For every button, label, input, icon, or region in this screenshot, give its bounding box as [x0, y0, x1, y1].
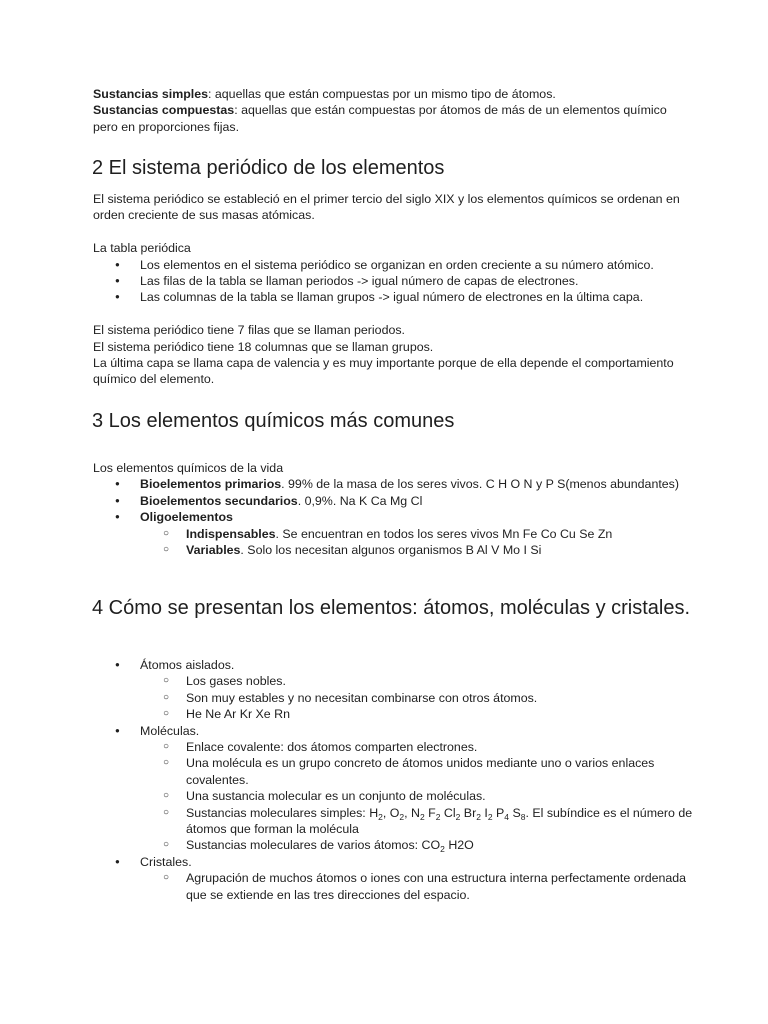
list-item	[93, 542, 703, 558]
indispensable-label: Indispensables	[186, 526, 276, 541]
list-item	[93, 493, 703, 509]
list-item	[93, 854, 703, 903]
list-item	[93, 723, 703, 854]
list-item	[93, 805, 703, 838]
crystals-label: Cristales.	[140, 854, 192, 869]
life-elements-list	[93, 476, 703, 558]
list-item: ○ Una molécula es un grupo concreto de átomos unidos mediante uno o varios enlaces covalentes.	[93, 755, 703, 788]
oligoelements-sublist	[140, 526, 703, 559]
isolated-atoms-label: Átomos aislados.	[140, 658, 235, 672]
section-2-heading: 2 El sistema periódico de los elementos	[92, 157, 445, 179]
list-item	[93, 526, 703, 542]
molecules-label: Moléculas.	[140, 723, 200, 738]
list-item: ○ Agrupación de muchos átomos o iones con una estructura interna perfectamente ordenada que se extiende en las tres direcciones del espacio.	[93, 870, 703, 903]
simple-molecular-suffix: . El subíndice es el número de átomos que forman la molécula	[186, 805, 693, 837]
primary-bioelements-label: Bioelementos primarios	[140, 477, 282, 492]
list-item: ○ Una sustancia molecular es un conjunto de moléculas.	[93, 788, 703, 804]
secondary-bioelements-text: . 0,9%. Na K Ca Mg Cl	[297, 493, 423, 508]
list-item	[93, 476, 703, 492]
section-2-paragraph: El sistema periódico se estableció en el primer tercio del siglo XIX y los elementos químicos se ordenan en orden creciente de sus masas atómicas.	[93, 192, 680, 223]
section-4-heading: 4 Cómo se presentan los elementos: átomos, moléculas y cristales.	[92, 597, 691, 619]
variables-label: Variables	[186, 543, 241, 558]
valence-line: La última capa se llama capa de valencia y es muy importante porque de ella depende el comportamiento químico del elemento.	[93, 356, 674, 387]
simple-substances-term: Sustancias simples	[93, 87, 209, 101]
compound-substances-term: Sustancias compuestas	[93, 103, 235, 118]
primary-bioelements-text: . 99% de la masa de los seres vivos. C H O N y P S(menos abundantes)	[281, 477, 679, 492]
section-2-body	[93, 191, 703, 388]
groups-line: El sistema periódico tiene 18 columnas que se llaman grupos.	[93, 339, 434, 354]
variables-text: . Solo los necesitan algunos organismos B Al V Mo I Si	[240, 543, 542, 558]
list-item	[93, 837, 703, 853]
list-item: ● Los elementos en el sistema periódico se organizan en orden creciente a su número atómico.	[93, 257, 703, 273]
list-item: ● Las filas de la tabla se llaman periodos -> igual número de capas de electrones.	[93, 273, 703, 289]
section-3-body	[93, 460, 703, 558]
list-item	[93, 657, 703, 723]
list-item: ○ He Ne Ar Kr Xe Rn	[93, 706, 703, 722]
periodic-table-title: La tabla periódica	[93, 241, 191, 256]
h2o-formula: H2O	[448, 838, 474, 853]
intro-block	[93, 86, 693, 135]
molecules-sublist	[140, 739, 703, 854]
periods-line: El sistema periódico tiene 7 filas que se llaman periodos.	[93, 323, 405, 338]
co2-formula: $CO_2$	[421, 838, 445, 855]
simple-molecular-formulas: $H_2$, $O_2$, $N_2$ $F_2$ $Cl_2$ $Br_2$ $I_2$ $P_4$ $S_8$	[369, 805, 526, 822]
life-elements-title: Los elementos químicos de la vida	[93, 461, 284, 475]
list-item: ○ Son muy estables y no necesitan combinarse con otros átomos.	[93, 690, 703, 706]
section-3-heading: 3 Los elementos químicos más comunes	[92, 410, 455, 432]
crystals-sublist	[140, 870, 703, 903]
list-item: ○ Los gases nobles.	[93, 673, 703, 689]
list-item: ○ Enlace covalente: dos átomos comparten electrones.	[93, 739, 703, 755]
indispensable-text: . Se encuentran en todos los seres vivos Mn Fe Co Cu Se Zn	[275, 526, 613, 541]
isolated-atoms-sublist	[140, 673, 703, 722]
oligoelements-label: Oligoelementos	[140, 510, 233, 525]
simple-substances-definition	[93, 86, 693, 102]
list-item	[93, 509, 703, 558]
secondary-bioelements-label: Bioelementos secundarios	[140, 493, 298, 508]
simple-molecular-prefix: Sustancias moleculares simples:	[186, 805, 370, 820]
periodic-table-list	[93, 257, 703, 306]
compound-substances-definition	[93, 102, 693, 135]
section-4-body	[93, 657, 703, 903]
multi-atom-molecular-prefix: Sustancias moleculares de varios átomos:	[186, 838, 422, 853]
presentation-list	[93, 657, 703, 903]
list-item: ● Las columnas de la tabla se llaman grupos -> igual número de electrones en la última capa.	[93, 289, 703, 305]
compound-substances-text: : aquellas que están compuestas por átomos de más de un elementos químico pero en proporciones fijas.	[93, 103, 667, 134]
simple-substances-text: : aquellas que están compuestas por un mismo tipo de átomos.	[208, 87, 556, 101]
